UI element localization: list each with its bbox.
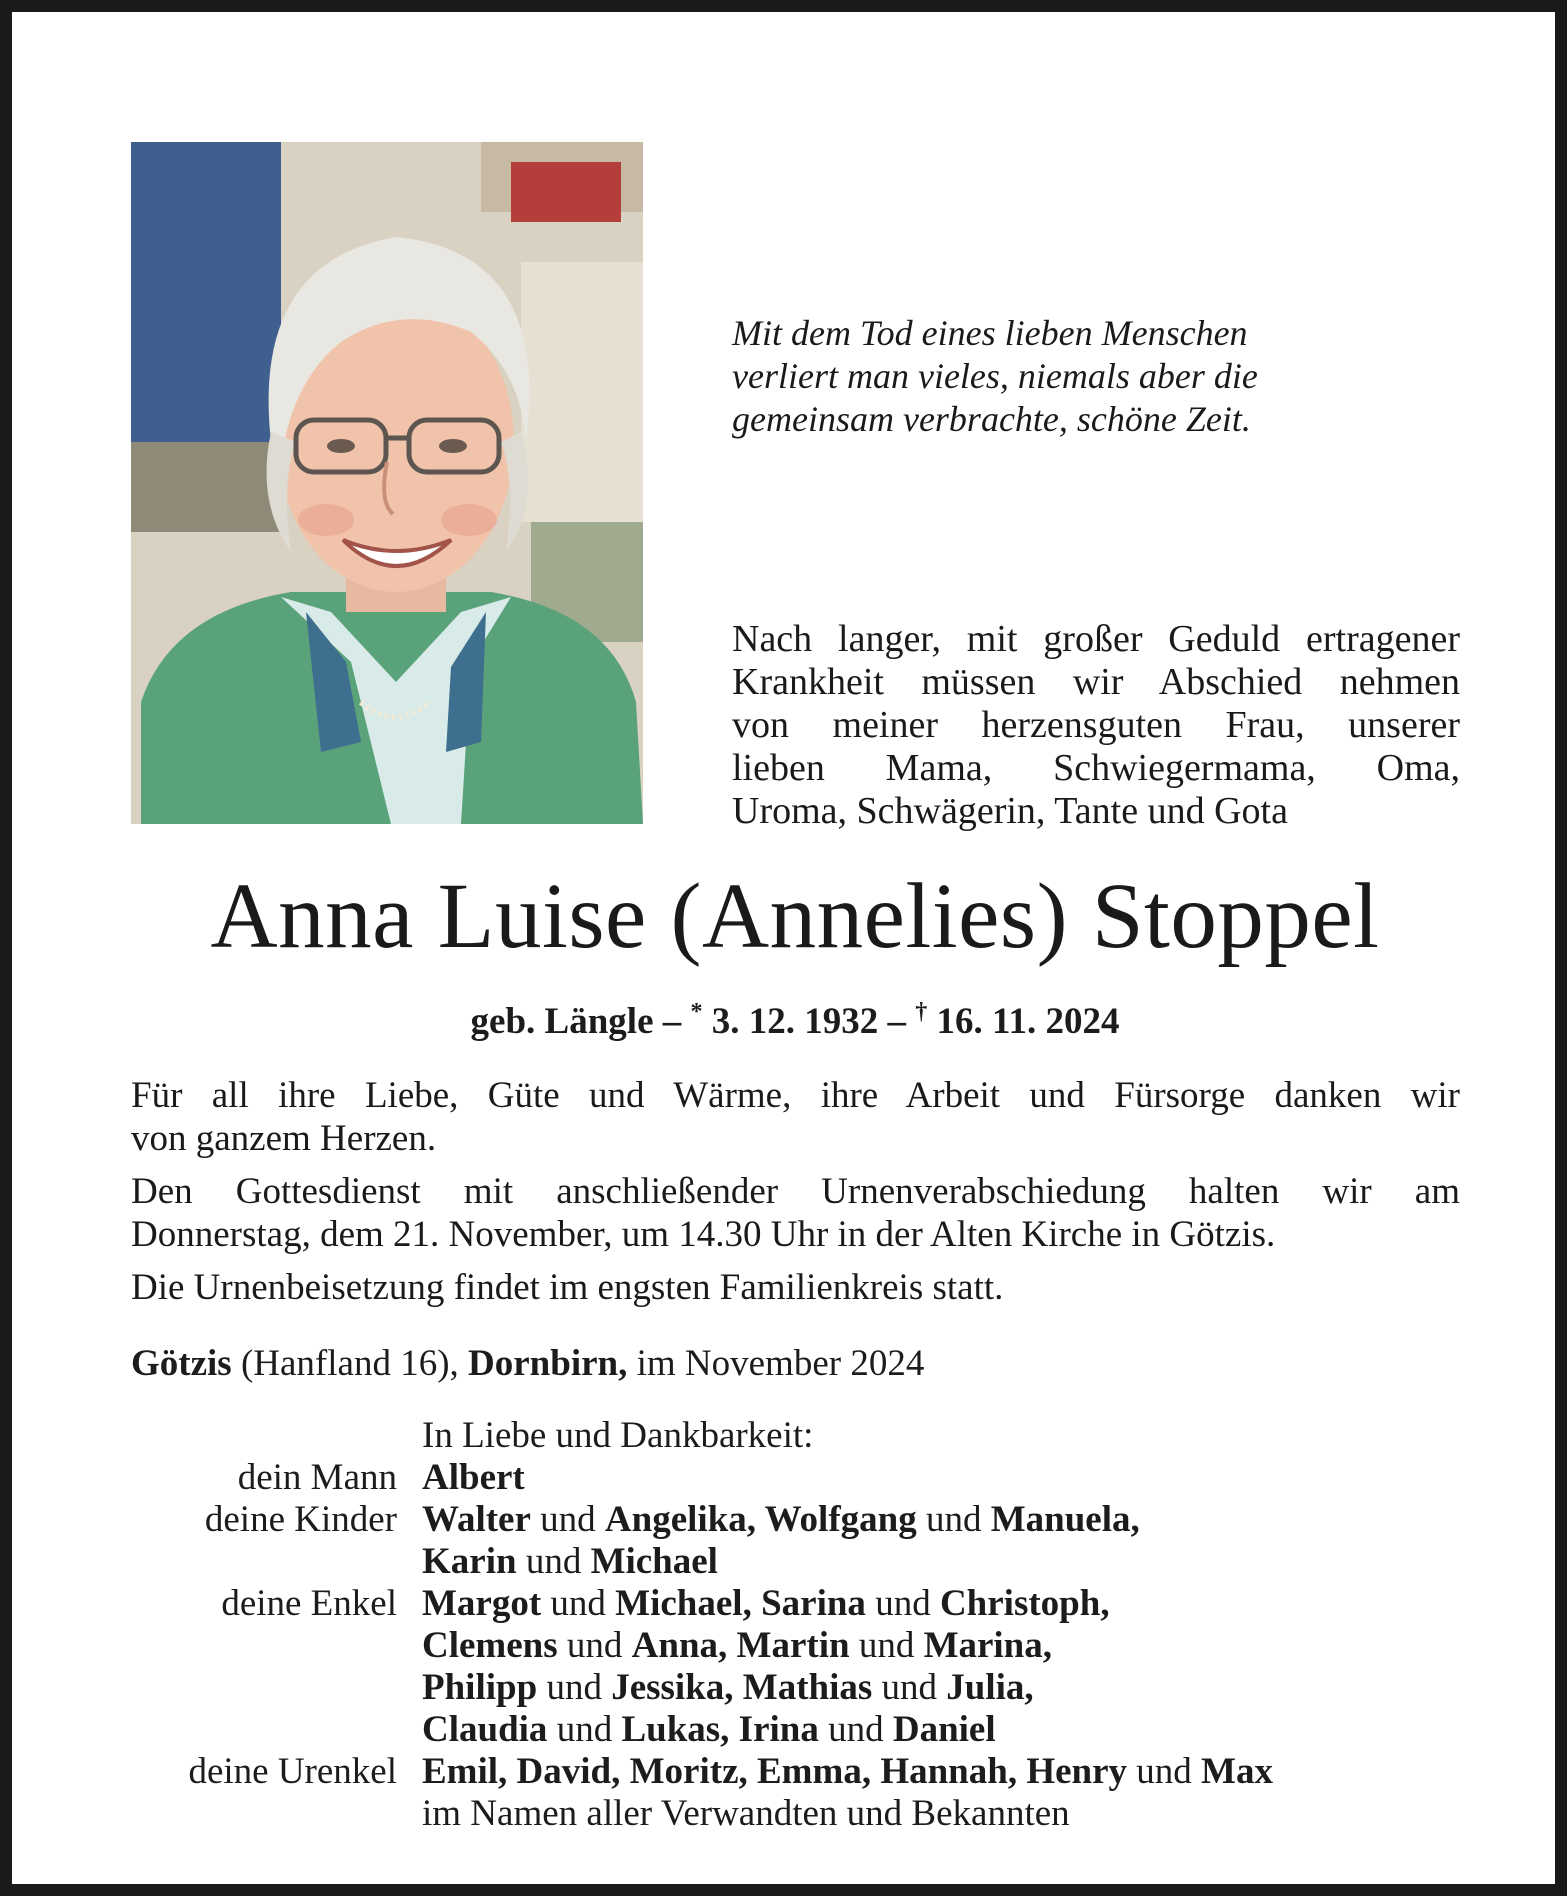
relation-names [422, 1709, 996, 1751]
person-name: Angelika, Wolfgang [604, 1499, 917, 1540]
relatives-row-grandchildren-cont [12, 1709, 1567, 1751]
conjunction: und [1127, 1751, 1202, 1792]
life-dates [130, 998, 1460, 1046]
relation-names [422, 1583, 1110, 1625]
town-goetzis: Götzis [131, 1343, 232, 1384]
relatives-row-husband [12, 1457, 1567, 1499]
birth-symbol: * [690, 999, 703, 1025]
portrait-illustration [131, 142, 643, 824]
intro-line: Krankheit müssen wir Abschied nehmen [732, 661, 1460, 703]
death-date: 16. 11. 2024 [927, 1001, 1120, 1042]
quote [732, 312, 1372, 441]
paragraph-line: Den Gottesdienst mit anschließender Urnenverabschiedung halten wir am [131, 1171, 1460, 1212]
relation-names [422, 1499, 1140, 1541]
person-name: Daniel [892, 1709, 996, 1750]
person-name: Marina, [923, 1625, 1053, 1666]
conjunction: und [849, 1625, 924, 1666]
burial-paragraph [131, 1266, 1460, 1309]
person-name: Clemens [422, 1625, 558, 1666]
conjunction: und [541, 1583, 616, 1624]
birth-date: 3. 12. 1932 [702, 1001, 879, 1042]
death-symbol: † [915, 999, 928, 1025]
relation-label: deine Enkel [221, 1583, 397, 1624]
paragraph-line: Donnerstag, dem 21. November, um 14.30 Uhr in der Alten Kirche in Götzis. [131, 1214, 1276, 1255]
paragraph-line: Die Urnenbeisetzung findet im engsten Familienkreis statt. [131, 1267, 1004, 1308]
person-name: Philipp [422, 1667, 538, 1708]
intro-line: von meiner herzensguten Frau, unserer [732, 704, 1460, 746]
relatives-header: In Liebe und Dankbarkeit: [422, 1415, 814, 1456]
closing-line: im Namen aller Verwandten und Bekannten [422, 1793, 1070, 1834]
conjunction: und [872, 1667, 947, 1708]
conjunction: und [537, 1667, 612, 1708]
place-date-line [131, 1342, 924, 1385]
relatives-row-grandchildren-cont [12, 1625, 1567, 1667]
separator: – [878, 1001, 916, 1042]
intro-line: Uroma, Schwägerin, Tante und Gota [732, 790, 1288, 832]
person-name: Michael [590, 1541, 718, 1582]
paragraph-line: Für all ihre Liebe, Güte und Wärme, ihre Arbeit und Fürsorge danken wir [131, 1075, 1460, 1116]
person-name: Emil, David, Moritz, Emma, Hannah, Henry [422, 1751, 1128, 1792]
conjunction: und [818, 1709, 893, 1750]
person-name: Julia, [946, 1667, 1034, 1708]
maiden-name: geb. Längle [470, 1001, 654, 1042]
town-dornbirn: Dornbirn, [468, 1343, 628, 1384]
quote-line: gemeinsam verbrachte, schöne Zeit. [732, 399, 1251, 439]
intro-text [732, 618, 1460, 833]
intro-line: Nach langer, mit großer Geduld ertragener [732, 618, 1460, 660]
service-paragraph [131, 1170, 1460, 1256]
person-name: Karin [422, 1541, 517, 1582]
relation-names [422, 1625, 1052, 1667]
person-name: Michael, Sarina [615, 1583, 866, 1624]
relatives-row-children-cont [12, 1541, 1567, 1583]
relatives-row-children [12, 1499, 1567, 1541]
relatives-row-grandchildren-cont [12, 1667, 1567, 1709]
person-name: Lukas, Irina [621, 1709, 819, 1750]
person-name: Claudia [422, 1709, 548, 1750]
relatives-row-greatgrandchildren [12, 1751, 1567, 1793]
relation-label: dein Mann [237, 1457, 397, 1498]
conjunction: und [516, 1541, 591, 1582]
relation-label: deine Kinder [204, 1499, 397, 1540]
person-name: Manuela, [990, 1499, 1140, 1540]
separator: – [653, 1001, 691, 1042]
person-name: Jessika, Mathias [611, 1667, 873, 1708]
person-name: Margot [422, 1583, 542, 1624]
person-name: Anna, Martin [631, 1625, 850, 1666]
person-name: Max [1201, 1751, 1273, 1792]
portrait-photo [131, 142, 643, 824]
quote-line: Mit dem Tod eines lieben Menschen [732, 313, 1248, 353]
address: (Hanfland 16), [231, 1343, 469, 1384]
person-name: Albert [422, 1457, 525, 1498]
notice-date: im November 2024 [627, 1343, 925, 1384]
deceased-name: Anna Luise (Annelies) Stoppel [210, 865, 1380, 968]
conjunction: und [530, 1499, 605, 1540]
relation-names [422, 1457, 525, 1499]
quote-line: verliert man vieles, niemals aber die [732, 356, 1258, 396]
relation-names [422, 1541, 718, 1583]
conjunction: und [865, 1583, 940, 1624]
relation-names [422, 1751, 1273, 1793]
intro-line: lieben Mama, Schwiegermama, Oma, [732, 747, 1460, 789]
paragraph-line: von ganzem Herzen. [131, 1118, 437, 1159]
relatives-row-grandchildren [12, 1583, 1567, 1625]
person-name: Christoph, [939, 1583, 1110, 1624]
conjunction: und [547, 1709, 622, 1750]
conjunction: und [557, 1625, 632, 1666]
relation-label: deine Urenkel [188, 1751, 397, 1792]
relation-names [422, 1667, 1034, 1709]
conjunction: und [916, 1499, 991, 1540]
thanks-paragraph [131, 1074, 1460, 1160]
person-name: Walter [422, 1499, 531, 1540]
